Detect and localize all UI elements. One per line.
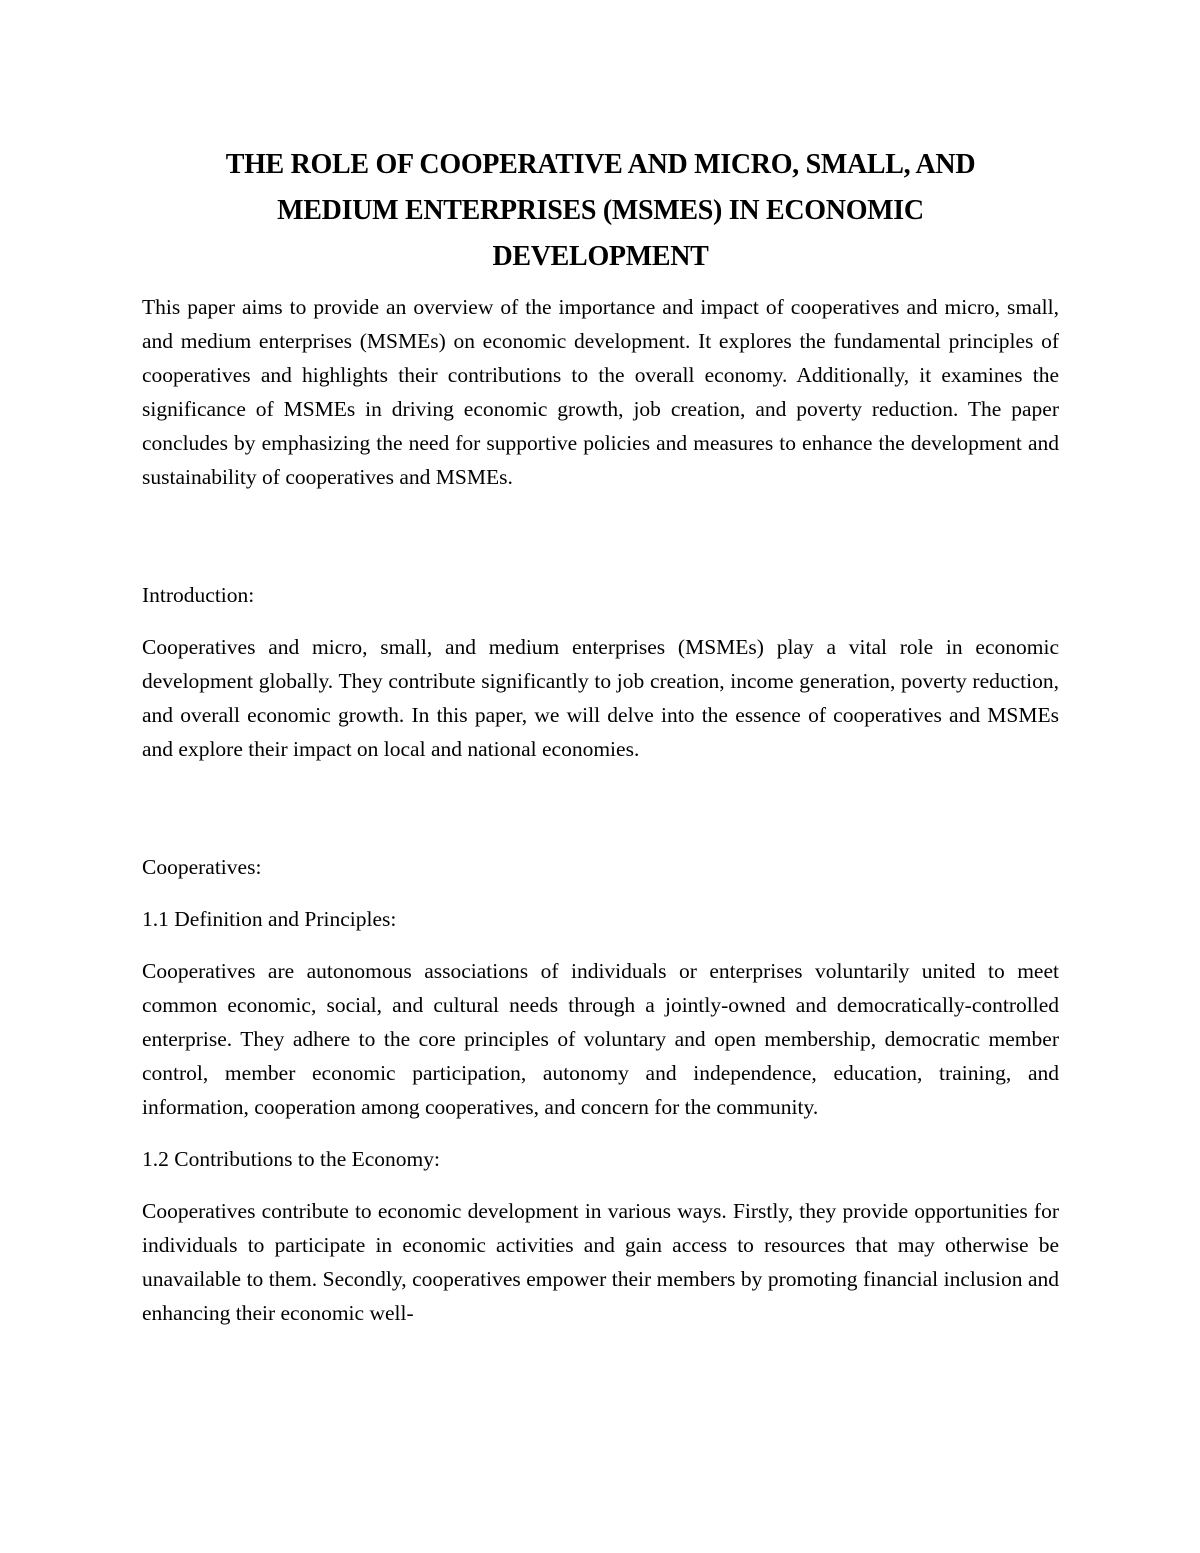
introduction-heading: Introduction:	[142, 583, 255, 607]
introduction-paragraph: Cooperatives and micro, small, and medium enterprises (MSMEs) play a vital role in economic development globally. They contribute significantly to job creation, income generation, poverty reduction, and overall economic growth. In this paper, we will delve into the essence of cooperatives and MSMEs and explore their impact on local and national economies.	[142, 635, 1059, 761]
cooperatives-heading: Cooperatives:	[142, 855, 262, 879]
abstract-paragraph: This paper aims to provide an overview of the importance and impact of cooperatives and micro, small, and medium enterprises (MSMEs) on economic development. It explores the fundamental principles of cooperatives and highlights their contributions to the overall economy. Additionally, it examines the significance of MSMEs in driving economic growth, job creation, and poverty reduction. The paper concludes by emphasizing the need for supportive policies and measures to enhance the development and sustainability of cooperatives and MSMEs.	[142, 295, 1059, 489]
section-1-2-heading: 1.2 Contributions to the Economy:	[142, 1147, 440, 1171]
section-1-2-paragraph: Cooperatives contribute to economic development in various ways. Firstly, they provide opportunities for individuals to participate in economic activities and gain access to resources that may otherwise be unavailable to them. Secondly, cooperatives empower their members by promoting financial inclusion and enhancing their economic well-	[142, 1199, 1059, 1325]
document-title	[142, 142, 1059, 280]
title-line-3: DEVELOPMENT	[492, 241, 709, 272]
section-1-1-paragraph: Cooperatives are autonomous associations of individuals or enterprises voluntarily united to meet common economic, social, and cultural needs through a jointly-owned and democratically-controlled enterprise. They adhere to the core principles of voluntary and open membership, democratic member control, member economic participation, autonomy and independence, education, training, and information, cooperation among cooperatives, and concern for the community.	[142, 959, 1059, 1119]
title-line-2: MEDIUM ENTERPRISES (MSMES) IN ECONOMIC	[277, 195, 924, 226]
title-line-1: THE ROLE OF COOPERATIVE AND MICRO, SMALL, AND	[225, 149, 976, 180]
document-body	[142, 142, 1059, 1330]
section-1-1-heading: 1.1 Definition and Principles:	[142, 907, 397, 931]
